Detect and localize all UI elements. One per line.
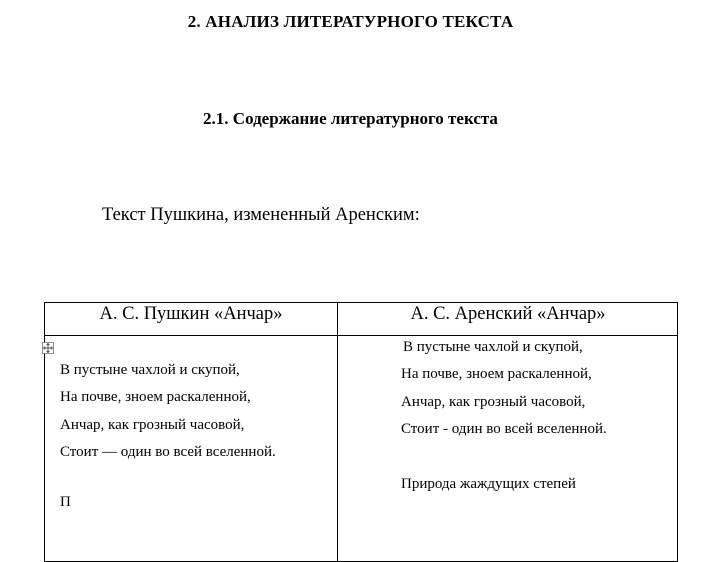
table-header-arensky: А. С. Аренский «Анчар» — [410, 304, 606, 324]
intro-paragraph: Текст Пушкина, измененный Аренским: — [102, 205, 420, 225]
arensky-line: Природа жаждущих степей — [401, 476, 576, 492]
arensky-line: В пустыне чахлой и скупой, — [403, 339, 583, 355]
table-header-divider — [44, 335, 678, 336]
table-column-divider — [337, 302, 338, 562]
pushkin-line: В пустыне чахлой и скупой, — [60, 362, 240, 378]
pushkin-line: Анчар, как грозный часовой, — [60, 417, 245, 433]
pushkin-line: П — [60, 494, 71, 510]
table-header-pushkin: А. С. Пушкин «Анчар» — [99, 304, 283, 324]
arensky-line: Анчар, как грозный часовой, — [401, 394, 586, 410]
arensky-line: Стоит - один во всей вселенной. — [401, 421, 607, 437]
pushkin-line: Стоит — один во всей вселенной. — [60, 444, 276, 460]
pushkin-line: На почве, зноем раскаленной, — [60, 389, 251, 405]
arensky-line: На почве, зноем раскаленной, — [401, 366, 592, 382]
section-heading: 2. АНАЛИЗ ЛИТЕРАТУРНОГО ТЕКСТА — [187, 12, 514, 31]
subsection-heading: 2.1. Содержание литературного текста — [203, 109, 498, 128]
table-move-handle-icon[interactable] — [42, 342, 54, 354]
